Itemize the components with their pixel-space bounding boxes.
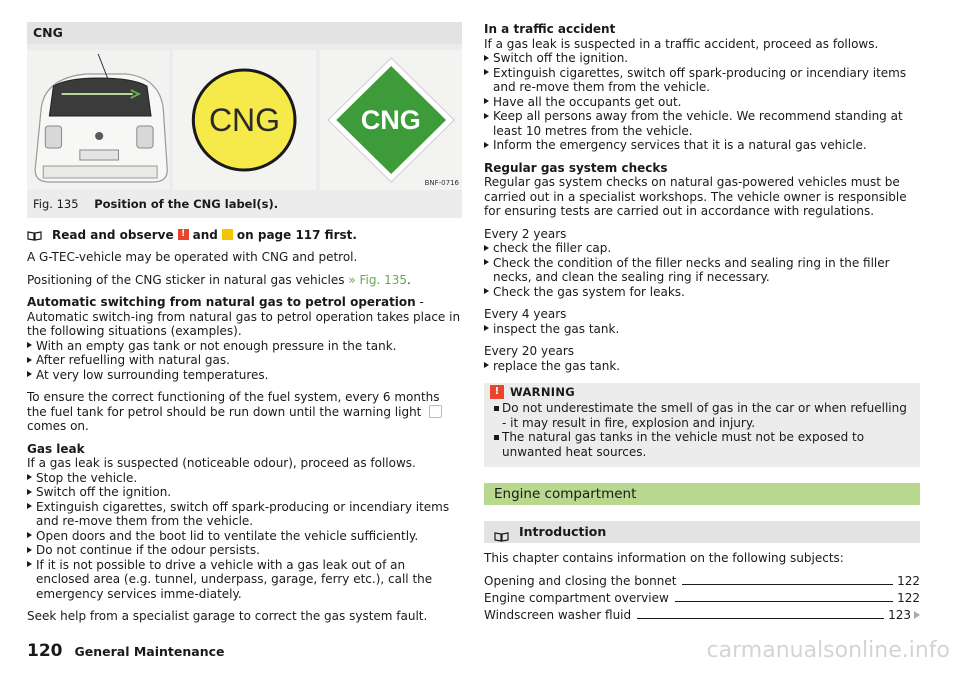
list-item: The natural gas tanks in the vehicle must not be exposed to unwanted heat sources. xyxy=(494,430,912,459)
list-item: At very low surrounding temperatures. xyxy=(27,368,462,383)
continue-arrow-icon xyxy=(914,611,920,619)
figure-caption xyxy=(27,190,462,212)
list-item: If it is not possible to drive a vehicle with a gas leak out of an enclosed area (e.g. tunnel, underpass, garage, ferry etc.), call the emergency services imme-diately. xyxy=(27,558,462,602)
list-item: Keep all persons away from the vehicle. We recommend standing at least 10 metres from the vehicle. xyxy=(484,109,920,138)
book-icon xyxy=(494,527,509,537)
read-observe: Read and observe ! and on page 117 first. xyxy=(27,228,462,243)
every20-title: Every 20 years xyxy=(484,344,575,358)
engine-compartment-heading: Engine compartment xyxy=(484,483,920,505)
page-footer xyxy=(27,641,225,661)
list-item: With an empty gas tank or not enough pressure in the tank. xyxy=(27,339,462,354)
accident-text: If a gas leak is suspected in a traffic accident, proceed as follows. xyxy=(484,36,879,51)
list-item: Check the condition of the filler necks and sealing ring in the filler necks, and clean the sealing ring if necessary. xyxy=(484,256,920,285)
every4-title: Every 4 years xyxy=(484,307,567,321)
checks-title: Regular gas system checks xyxy=(484,160,668,175)
cng-diamond-label xyxy=(320,50,462,190)
gas-leak-list xyxy=(27,471,462,602)
list-item: replace the gas tank. xyxy=(484,359,920,374)
list-item: Do not continue if the odour persists. xyxy=(27,543,462,558)
fuel-system-text: To ensure the correct functioning of the fuel system, every 6 months the fuel tank for petrol should be run down until the warning light comes on. xyxy=(27,390,462,434)
list-item: Extinguish cigarettes, switch off spark-producing or incendiary items and re-move them from the vehicle. xyxy=(27,500,462,529)
section-title: CNG xyxy=(27,22,462,44)
cng-round-label xyxy=(173,50,315,190)
list-item: Inform the emergency services that it is a natural gas vehicle. xyxy=(484,138,920,153)
every2-list xyxy=(484,241,920,299)
list-item: Stop the vehicle. xyxy=(27,471,462,486)
toc-item[interactable]: Engine compartment overview 122 xyxy=(484,591,920,605)
auto-switch-paragraph: Automatic switching from natural gas to petrol operation - Automatic switch-ing from natural gas to petrol operation takes place in the following situations (examples). xyxy=(27,295,461,338)
accident-list xyxy=(484,51,920,153)
every4-list xyxy=(484,322,920,337)
fig-link[interactable]: » Fig. 135 xyxy=(348,272,407,287)
gas-leak-title: Gas leak xyxy=(27,441,85,456)
book-icon xyxy=(27,230,42,240)
auto-switch-list xyxy=(27,339,462,383)
accident-title: In a traffic accident xyxy=(484,22,616,36)
figure-code: BNF-0716 xyxy=(424,179,459,187)
warning-box xyxy=(484,383,920,467)
list-item: check the filler cap. xyxy=(484,241,920,256)
cng-diamond-text: CNG xyxy=(360,105,421,135)
list-item: Have all the occupants get out. xyxy=(484,95,920,110)
fuel-warning-light-icon xyxy=(429,405,442,418)
every20-list xyxy=(484,359,920,374)
checks-text: Regular gas system checks on natural gas-powered vehicles must be carried out in a specialist workshops. The vehicle owner is responsible for ensuring tests are carried out in accordance with regulations. xyxy=(484,175,907,218)
list-item: Open doors and the boot lid to ventilate the vehicle sufficiently. xyxy=(27,529,462,544)
warning-list xyxy=(494,401,912,459)
intro-chapter-text: This chapter contains information on the following subjects: xyxy=(484,551,844,565)
cng-round-text: CNG xyxy=(208,102,281,138)
toc-item[interactable]: Windscreen washer fluid 123 xyxy=(484,606,920,623)
positioning-text: Positioning of the CNG sticker in natural gas vehicles » Fig. 135. xyxy=(27,272,411,287)
warning-icon: ! xyxy=(490,385,504,399)
seek-help-text: Seek help from a specialist garage to correct the gas system fault. xyxy=(27,609,428,623)
car-rear-illustration xyxy=(27,50,169,190)
gas-leak-text: If a gas leak is suspected (noticeable odour), proceed as follows. xyxy=(27,456,416,470)
list-item: Check the gas system for leaks. xyxy=(484,285,920,300)
introduction-heading: Introduction xyxy=(484,521,920,543)
figure-number: Fig. 135 xyxy=(33,197,79,211)
list-item: After refuelling with natural gas. xyxy=(27,353,462,368)
every2-title: Every 2 years xyxy=(484,226,567,241)
figure-135 xyxy=(27,44,462,218)
right-column xyxy=(484,22,920,623)
watermark: carmanualsonline.info xyxy=(706,638,950,663)
left-column xyxy=(27,22,462,624)
intro-text: A G-TEC-vehicle may be operated with CNG and petrol. xyxy=(27,250,358,264)
list-item: inspect the gas tank. xyxy=(484,322,920,337)
list-item: Extinguish cigarettes, switch off spark-producing or incendiary items and re-move them from the vehicle. xyxy=(484,66,920,95)
warning-icon: ! xyxy=(178,229,189,240)
list-item: Do not underestimate the smell of gas in the car or when refuelling - it may result in fire, explosion and injury. xyxy=(494,401,912,430)
toc-item[interactable]: Opening and closing the bonnet 122 xyxy=(484,574,920,588)
list-item: Switch off the ignition. xyxy=(27,485,462,500)
list-item: Switch off the ignition. xyxy=(484,51,920,66)
page-number: 120 xyxy=(27,641,63,661)
chapter-title: General Maintenance xyxy=(74,644,225,659)
warning-title: WARNING xyxy=(510,384,575,399)
note-icon xyxy=(222,229,233,240)
figure-caption-text: Position of the CNG label(s). xyxy=(94,197,279,211)
table-of-contents xyxy=(484,572,920,623)
